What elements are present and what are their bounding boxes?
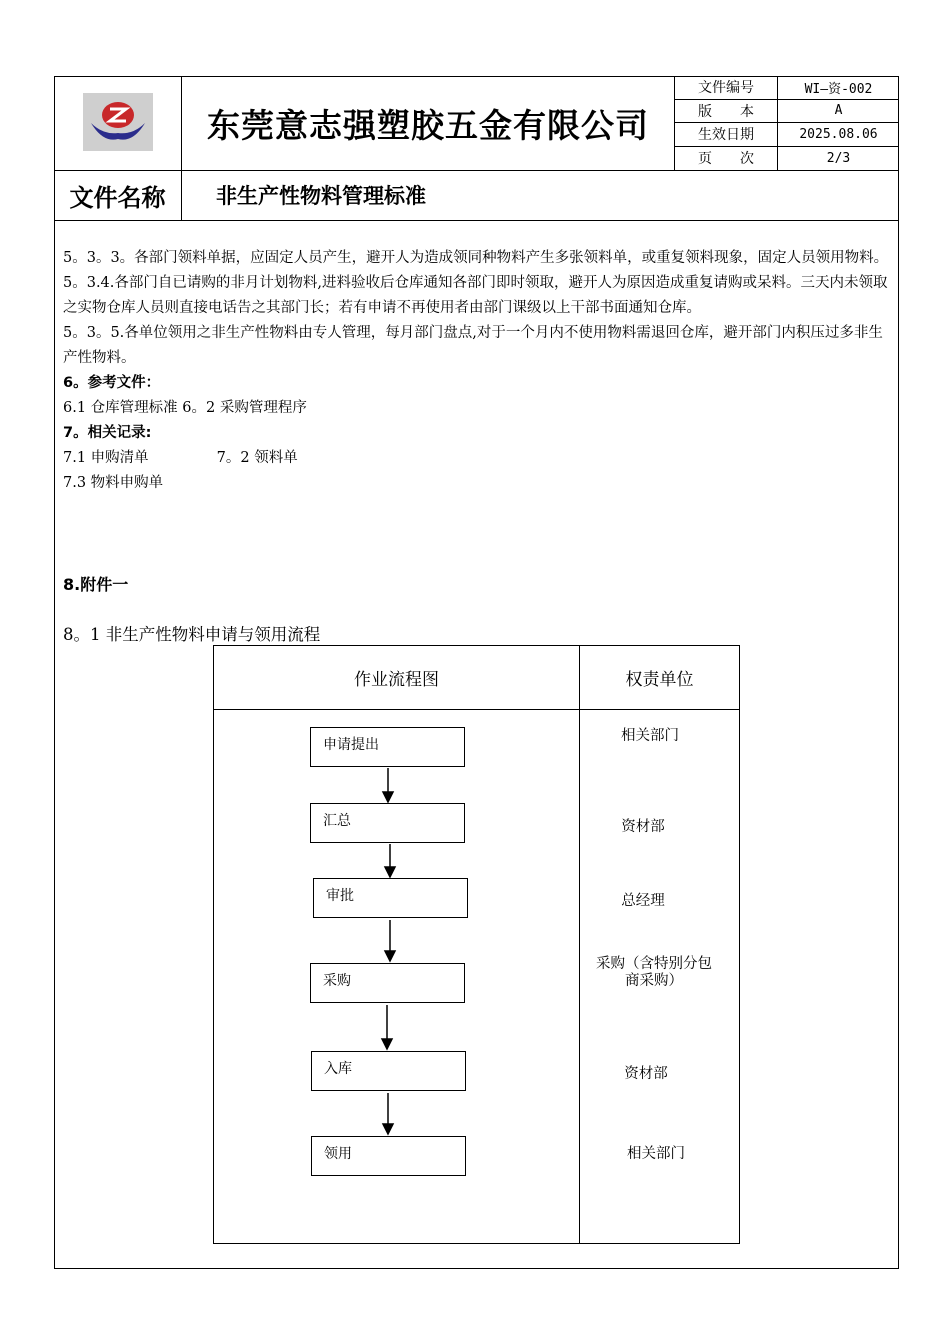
document-name-label: 文件名称 [54, 170, 182, 220]
meta-label: 页 次 [675, 147, 778, 171]
meta-row-page [675, 147, 899, 171]
meta-value: WI—资-002 [804, 81, 873, 97]
owner-related-dept: 相关部门 [621, 728, 679, 744]
divider [54, 220, 899, 221]
owner-general-manager: 总经理 [621, 893, 665, 909]
owner-related-dept: 相关部门 [627, 1146, 685, 1162]
flow-step-issue: 领用 [311, 1136, 466, 1176]
document-name-row [54, 170, 899, 220]
meta-label: 版 本 [675, 100, 778, 123]
flow-column-header: 作业流程图 [354, 670, 439, 690]
meta-value: A [834, 103, 843, 119]
flow-step-apply: 申请提出 [310, 727, 465, 767]
paragraph-5-3-4: 5。3.4.各部门自已请购的非月计划物料,进料验收后仓库通知各部门即时领取，避开人为原因造成重复请购或呆料。三天内未领取之实物仓库人员则直接电话告之其部门长；若有申请不再使用者由部门课级以上干部书面通知仓库。 [63, 275, 888, 316]
column-divider [579, 646, 580, 1243]
section-8-heading: 8.附件一 [63, 575, 129, 594]
owner-materials-dept: 资材部 [621, 819, 665, 835]
section-8-1-heading: 8。1 非生产性物料申请与领用流程 [63, 625, 321, 644]
meta-row-doc-number [675, 76, 899, 100]
flow-step-warehouse-in: 入库 [311, 1051, 466, 1091]
section-7-heading: 7。相关记录: [63, 425, 152, 441]
flow-step-approve: 审批 [313, 878, 468, 918]
logo-cell [54, 76, 182, 170]
meta-label: 文件编号 [675, 76, 778, 99]
company-name: 东莞意志强塑胶五金有限公司 [207, 105, 649, 145]
meta-row-version [675, 100, 899, 124]
paragraph-5-3-5: 5。3。5.各单位领用之非生产性物料由专人管理，每月部门盘点,对于一个月内不使用物料需退回仓库，避开部门内积压过多非生产性物料。 [63, 325, 883, 366]
owner-purchasing: 采购（含特别分包商采购） [596, 956, 712, 989]
flow-step-purchase: 采购 [310, 963, 465, 1003]
document-meta-table [674, 76, 899, 170]
responsibility-column-header: 权责单位 [625, 670, 694, 690]
company-logo [83, 93, 153, 151]
document-body [63, 246, 891, 496]
section-6-heading: 6。参考文件： [63, 375, 161, 391]
record-item: 7.1 申购清单 [63, 450, 149, 466]
flow-step-summarize: 汇总 [310, 803, 465, 843]
owner-materials-dept: 资材部 [624, 1066, 668, 1082]
paragraph-5-3-3: 5。3。3。各部门领料单据，应固定人员产生，避开人为造成领同种物料产生多张领料单，或重复领料现象，固定人员领用物料。 [63, 250, 889, 266]
meta-value: 2025.08.06 [799, 126, 878, 142]
section-7-items-row [63, 446, 891, 471]
section-6-items: 6.1 仓库管理标准 6。2 采购管理程序 [63, 400, 307, 416]
document-header [54, 76, 899, 170]
meta-value: 2/3 [826, 150, 851, 166]
meta-label: 生效日期 [675, 123, 778, 146]
document-name-value: 非生产性物料管理标准 [216, 184, 426, 208]
header-divider [214, 709, 739, 710]
meta-row-effective-date [675, 123, 899, 147]
record-item: 7。2 领料单 [216, 450, 298, 466]
record-item: 7.3 物料申购单 [63, 475, 164, 491]
